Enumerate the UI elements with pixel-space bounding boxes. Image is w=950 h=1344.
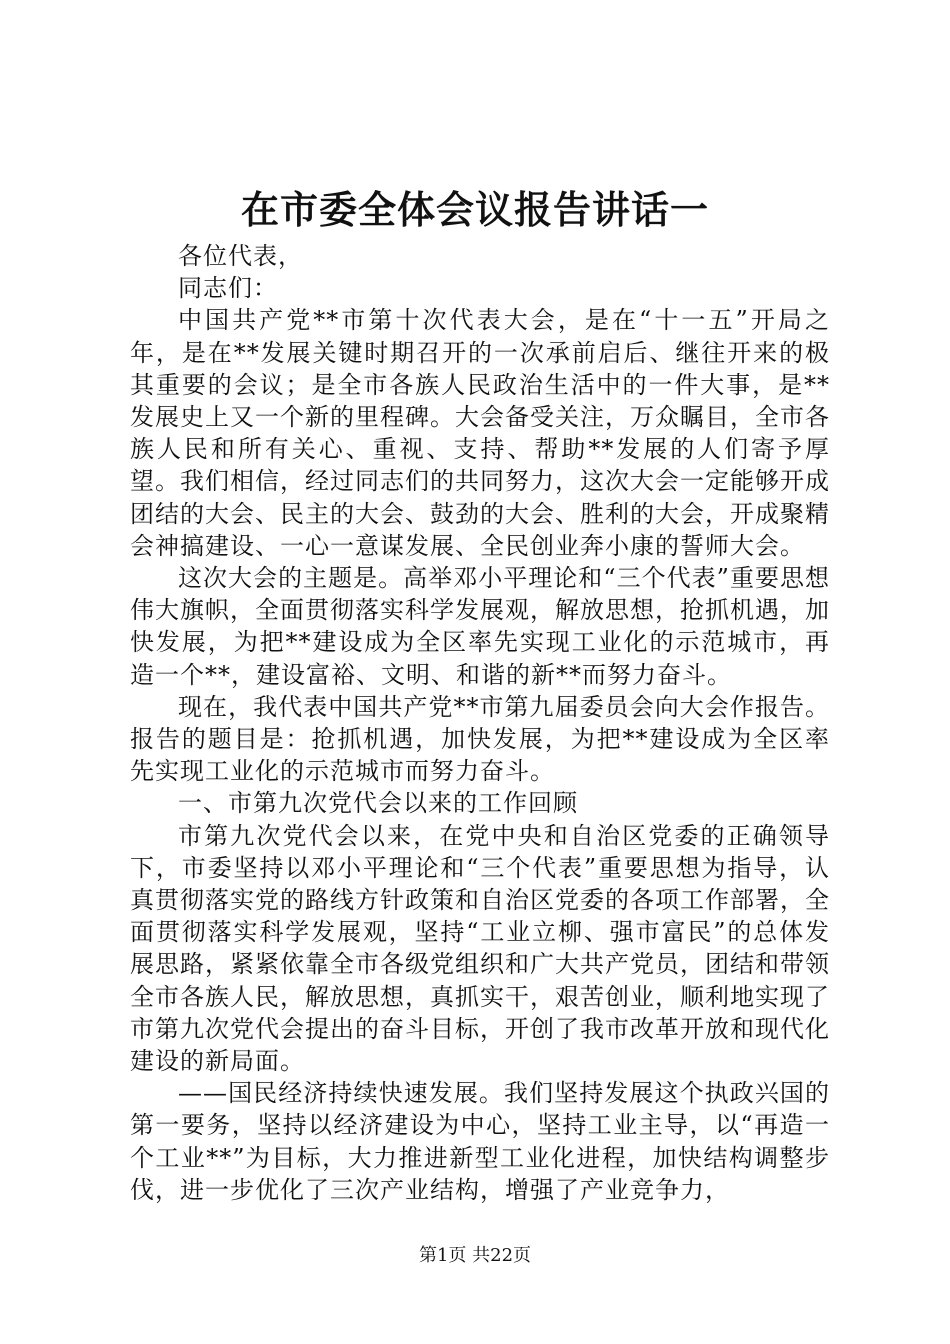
section-heading-review: 一、市第九次党代会以来的工作回顾 <box>178 789 578 818</box>
paragraph-intro: 中国共产党**市第十次代表大会，是在“十一五”开局之年，是在**发展关键时期召开的一次承前启后、继往开来的极其重要的会议；是全市各族人民政治生活中的一件大事，是**发展史上又一个新的里程碑。大会备受关注，万众瞩目，全市各族人民和所有关心、重视、支持、帮助**发展的人们寄予厚望。我们相信，经过同志们的共同努力，这次大会一定能够开成团结的大会、民主的大会、鼓劲的大会、胜利的大会，开成聚精会神搞建设、一心一意谋发展、全民创业奔小康的誓师大会。 <box>130 306 830 560</box>
paragraph-review: 市第九次党代会以来，在党中央和自治区党委的正确领导下，市委坚持以邓小平理论和“三个代表”重要思想为指导，认真贯彻落实党的路线方针政策和自治区党委的各项工作部署，全面贯彻落实科学发展观，坚持“工业立柳、强市富民”的总体发展思路，紧紧依靠全市各级党组织和广大共产党员，团结和带领全市各族人民，解放思想，真抓实干，艰苦创业，顺利地实现了市第九次党代会提出的奋斗目标，开创了我市改革开放和现代化建设的新局面。 <box>130 821 830 1076</box>
salutation-delegates: 各位代表， <box>178 242 303 270</box>
document-title: 在市委全体会议报告讲话一 <box>240 187 709 232</box>
paragraph-report-title: 现在，我代表中国共产党**市第九届委员会向大会作报告。报告的题目是：抢抓机遇，加快发展，为把**建设成为全区率先实现工业化的示范城市而努力奋斗。 <box>130 692 830 786</box>
salutation-comrades: 同志们： <box>178 274 278 303</box>
paragraph-economy: ——国民经济持续快速发展。我们坚持发展这个执政兴国的第一要务，坚持以经济建设为中心，坚持工业主导，以“再造一个工业**”为目标，大力推进新型工业化进程，加快结构调整步伐，进一步优化了三次产业结构，增强了产业竞争力， <box>130 1079 830 1204</box>
page-footer <box>0 1244 950 1268</box>
document-body <box>130 240 830 1206</box>
page-number: 第1页 共22页 <box>418 1245 532 1266</box>
paragraph-theme: 这次大会的主题是。高举邓小平理论和“三个代表”重要思想伟大旗帜，全面贯彻落实科学发展观，解放思想，抢抓机遇，加快发展，为把**建设成为全区率先实现工业化的示范城市，再造一个**，建设富裕、文明、和谐的新**而努力奋斗。 <box>130 564 830 689</box>
